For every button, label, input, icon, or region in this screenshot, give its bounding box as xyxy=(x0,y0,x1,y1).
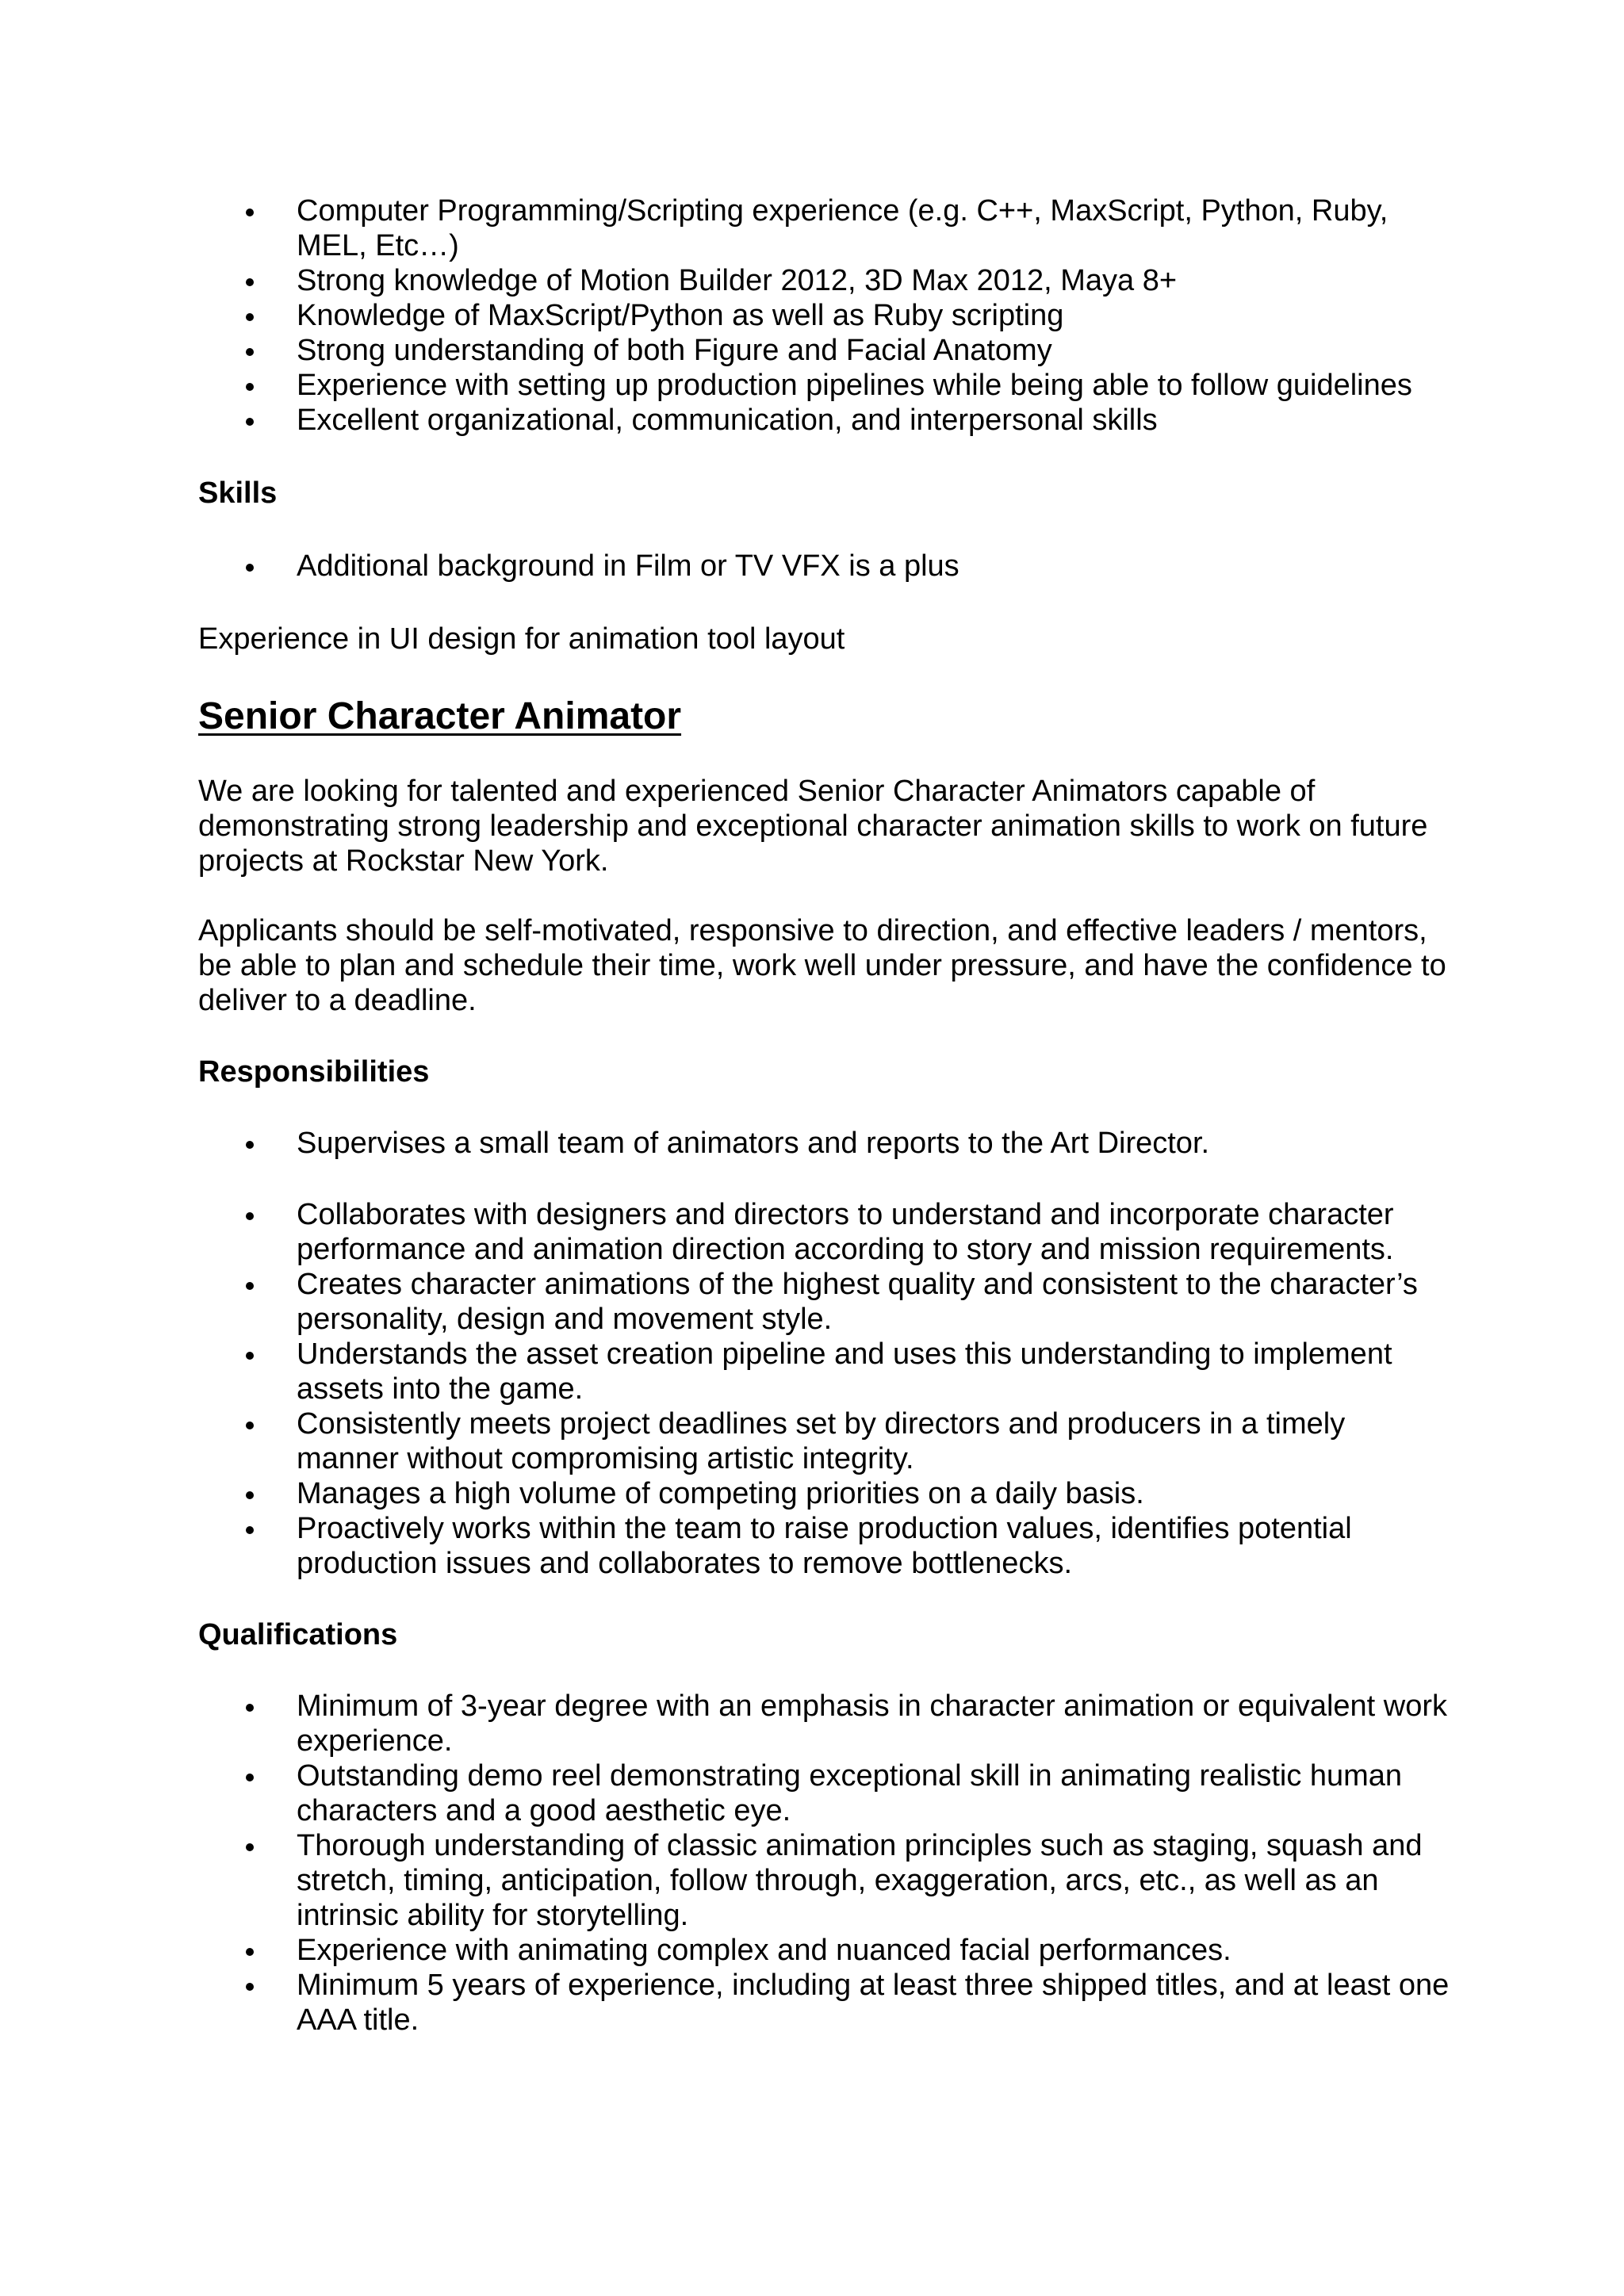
list-item: Excellent organizational, communication, and interpersonal skills xyxy=(297,404,1158,437)
job-intro-paragraph: We are looking for talented and experienced Senior Character Animators capable of demonstrating strong leadership and exceptional character animation skills to work on future projects at Rockstar New York. xyxy=(198,775,1428,878)
document-page xyxy=(198,193,1451,2038)
list-item: Manages a high volume of competing priorities on a daily basis. xyxy=(297,1477,1144,1510)
responsibilities-list xyxy=(198,1197,1451,1581)
list-item: Outstanding demo reel demonstrating exceptional skill in animating realistic human characters and a good aesthetic eye. xyxy=(297,1759,1403,1827)
qualifications-list xyxy=(198,1689,1451,2038)
list-item: Computer Programming/Scripting experience (e.g. C++, MaxScript, Python, Ruby, MEL, Etc…) xyxy=(297,194,1388,262)
skills-list xyxy=(198,549,1451,584)
list-item: Minimum of 3-year degree with an emphasis in character animation or equivalent work experience. xyxy=(297,1689,1448,1758)
list-item: Experience with setting up production pipelines while being able to follow guidelines xyxy=(297,369,1412,402)
skills-note: Experience in UI design for animation tool layout xyxy=(198,622,845,656)
list-item: Minimum 5 years of experience, including at least three shipped titles, and at least one AAA title. xyxy=(297,1969,1450,2037)
list-item: Understands the asset creation pipeline and uses this understanding to implement assets into the game. xyxy=(297,1337,1392,1406)
skills-heading: Skills xyxy=(198,476,278,510)
list-item: Additional background in Film or TV VFX is a plus xyxy=(297,549,959,583)
list-item: Strong knowledge of Motion Builder 2012, 3D Max 2012, Maya 8+ xyxy=(297,264,1178,297)
list-item: Thorough understanding of classic animation principles such as staging, squash and stretch, timing, anticipation, follow through, exaggeration, arcs, etc., as well as an intrinsic ability for storytelling. xyxy=(297,1829,1423,1932)
requirements-list xyxy=(198,193,1451,438)
list-item: Creates character animations of the highest quality and consistent to the character’s personality, design and movement style. xyxy=(297,1268,1418,1336)
responsibilities-first-list xyxy=(198,1126,1451,1161)
list-item: Experience with animating complex and nuanced facial performances. xyxy=(297,1934,1231,1967)
responsibilities-heading: Responsibilities xyxy=(198,1055,430,1089)
list-item: Consistently meets project deadlines set by directors and producers in a timely manner without compromising artistic integrity. xyxy=(297,1407,1346,1475)
job-title: Senior Character Animator xyxy=(198,695,682,737)
job-applicants-paragraph: Applicants should be self-motivated, responsive to direction, and effective leaders / mentors, be able to plan and schedule their time, work well under pressure, and have the confidence to deliver to a deadline. xyxy=(198,914,1446,1017)
list-item: Supervises a small team of animators and reports to the Art Director. xyxy=(297,1127,1210,1160)
list-item: Knowledge of MaxScript/Python as well as Ruby scripting xyxy=(297,299,1064,332)
list-item: Proactively works within the team to raise production values, identifies potential production issues and collaborates to remove bottlenecks. xyxy=(297,1512,1352,1580)
qualifications-heading: Qualifications xyxy=(198,1618,398,1651)
list-item: Strong understanding of both Figure and Facial Anatomy xyxy=(297,334,1052,367)
list-item: Collaborates with designers and directors to understand and incorporate character performance and animation direction according to story and mission requirements. xyxy=(297,1198,1394,1266)
